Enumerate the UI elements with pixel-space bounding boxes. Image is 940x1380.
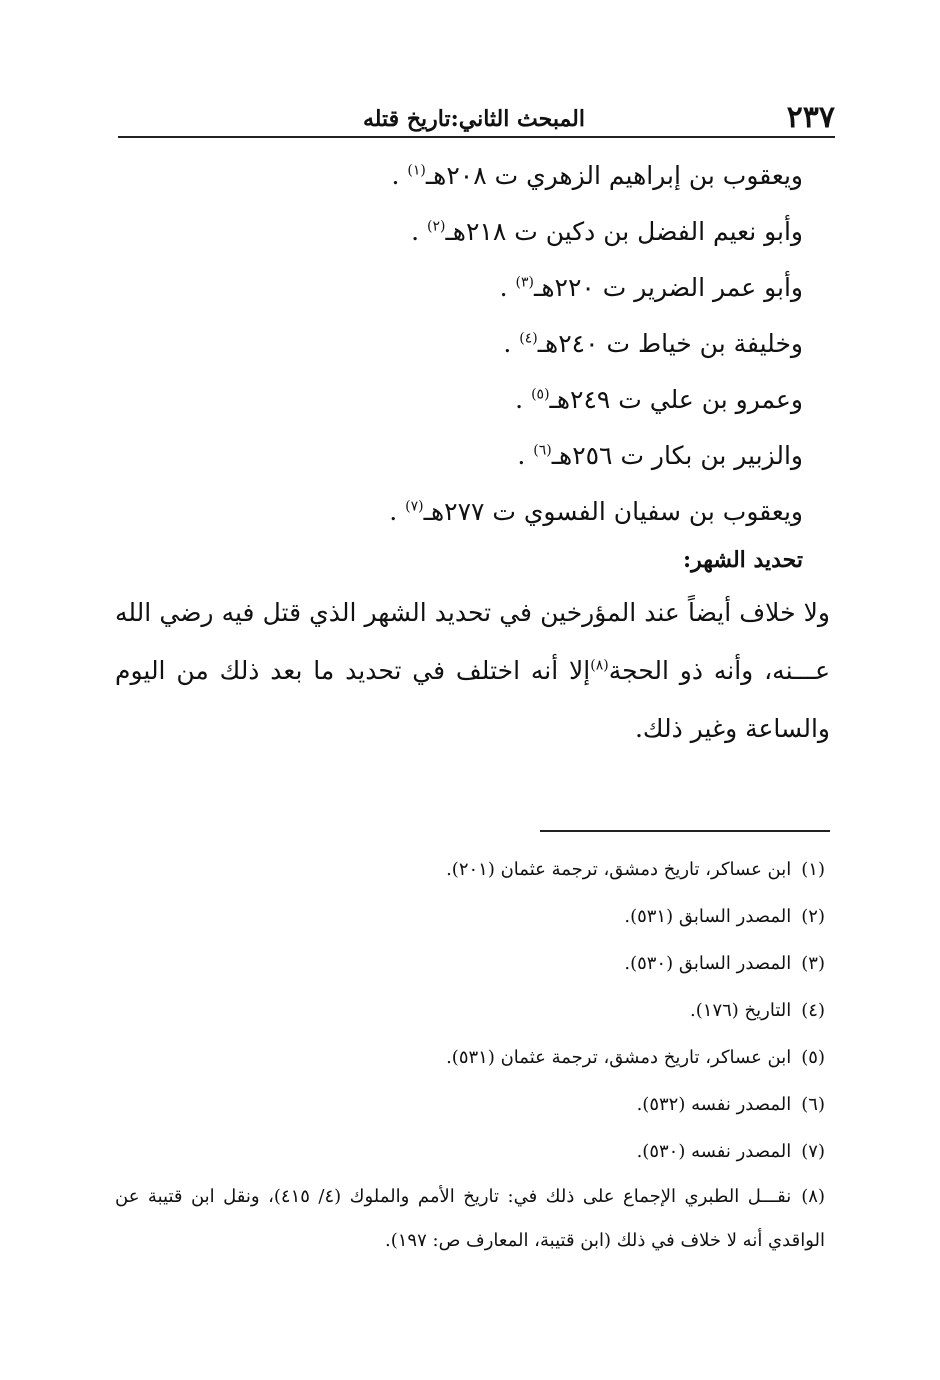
footnote-ref: (٣) [515,274,535,291]
footnote-ref: (٤) [519,330,538,347]
header-rule [118,136,835,138]
footnote-text: ابن عساكر، تاريخ دمشق، ترجمة عثمان (٢٠١). [446,859,792,880]
line-end: . [517,441,534,470]
footnote [115,893,825,940]
footnote-number: (٥) [801,1047,825,1068]
footnote-text: المصدر السابق (٥٣١). [624,906,792,927]
footnote-number: (٢) [801,906,825,927]
narrator-line [243,428,803,484]
narrator-text: وأبو عمر الضرير ت ٢٢٠هـ [534,273,803,302]
footnote-text: ابن عساكر، تاريخ دمشق، ترجمة عثمان (٥٣١). [446,1047,792,1068]
line-end: . [411,217,427,246]
body-paragraph [115,584,830,758]
footnote-number: (٦) [801,1094,825,1115]
footnote [115,1175,825,1263]
footnote-ref: (١) [407,162,426,179]
footnote-ref: (٧) [405,498,424,515]
footnote [115,846,825,893]
footnote-ref: (٥) [531,386,550,403]
footnote-list [115,846,825,1263]
narrator-text: والزبير بن بكار ت ٢٥٦هـ [551,441,803,470]
page-number: ٢٣٧ [786,100,835,135]
narrator-text: وعمرو بن علي ت ٢٤٩هـ [549,385,803,414]
footnote [115,1128,825,1175]
section-heading-colon: : [682,547,692,573]
footnote-number: (٤) [801,1000,825,1021]
line-end: . [389,497,406,526]
narrator-text: ويعقوب بن سفيان الفسوي ت ٢٧٧هـ [423,497,803,526]
running-head: المبحث الثاني:تاريخ قتله [362,106,585,132]
narrator-line [243,260,803,316]
footnote-number: (٣) [801,953,825,974]
footnote [115,1081,825,1128]
narrator-line [243,316,803,372]
footnote-number: (١) [801,859,825,880]
section-heading-title: تحديد الشهر [691,547,803,573]
narrator-text: وأبو نعيم الفضل بن دكين ت ٢١٨هـ [445,217,803,246]
footnote [115,987,825,1034]
footnote-text: المصدر نفسه (٥٣٢). [636,1094,792,1115]
narrator-line [243,372,803,428]
footnote-number: (٨) [801,1186,825,1207]
narrator-line [243,484,803,540]
footnote-text: المصدر نفسه (٥٣٠). [636,1141,792,1162]
line-end: . [503,329,520,358]
line-end: . [499,273,516,302]
narrator-list [243,148,803,540]
narrator-line [243,148,803,204]
footnote-ref: (٢) [426,218,446,235]
narrator-line [243,204,803,260]
footnote-ref: (٦) [533,442,552,459]
footnote-text: نقـــل الطبري الإجماع على ذلك في: تاريخ الأمم والملوك (٤/ ٤١٥)، ونقل ابن قتيبة عن الواقدي أنه لا خلاف في ذلك (ابن قتيبة، المعارف ص: ١٩٧). [115,1186,825,1251]
line-end: . [391,161,408,190]
narrator-text: وخليفة بن خياط ت ٢٤٠هـ [537,329,803,358]
footnote-text: التاريخ (١٧٦). [690,1000,792,1021]
paragraph-text: ولا خلاف أيضاً عند المؤرخين في تحديد الشهر الذي قتل فيه رضي الله عـــنه، وأنه ذو الحجة [115,598,831,685]
footnote [115,1034,825,1081]
footnote-rule [540,830,830,832]
footnote [115,940,825,987]
narrator-text: ويعقوب بن إبراهيم الزهري ت ٢٠٨هـ [425,161,803,190]
footnote-text: المصدر السابق (٥٣٠). [624,953,792,974]
paragraph-text: إلا أنه اختلف في تحديد ما بعد ذلك من اليوم والساعة وغير ذلك. [115,656,830,743]
footnote-ref: (٨) [590,657,609,674]
line-end: . [515,385,532,414]
footnote-number: (٧) [801,1141,825,1162]
section-heading [683,542,803,578]
page-header [118,100,835,136]
